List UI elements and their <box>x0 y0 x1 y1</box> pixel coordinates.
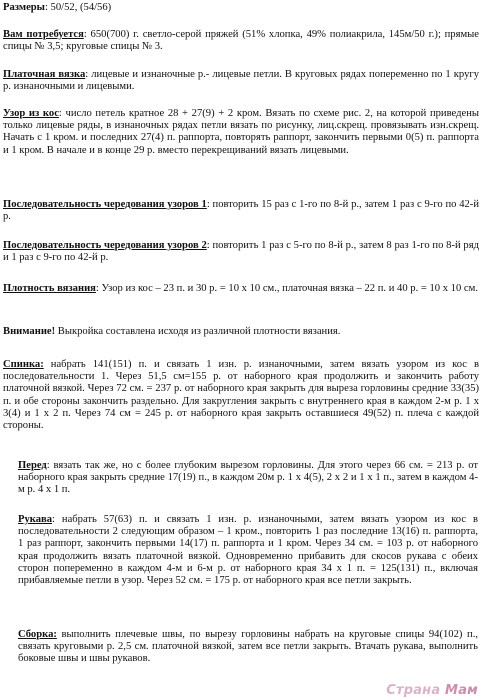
sleeves-label: Рукава <box>18 514 53 525</box>
sequence-2-paragraph <box>3 240 479 264</box>
braid-pattern-paragraph <box>3 108 479 157</box>
sleeves-paragraph <box>18 514 478 587</box>
note-label: Внимание! <box>3 326 56 337</box>
assembly-paragraph <box>18 629 478 666</box>
sequence-1-label: Последовательность чередования узоров 1 <box>3 199 207 210</box>
assembly-text: выполнить плечевые швы, по вырезу горловины набрать на круговые спицы 94(102) п., связать круговыми р. 2,5 см. платочной вязкой, затем все петли закрыть. Втачать рукава, выполнить боковые швы и швы рукавов. <box>18 629 478 665</box>
density-label: Плотность вязания <box>3 283 96 294</box>
back-paragraph <box>3 359 479 432</box>
scarf-stitch-text: : лицевые и изнаночные р.- лицевые петли. В круговых рядах попеременно по 1 кругу р. изнаночными и лицевыми. <box>3 69 480 93</box>
front-paragraph <box>18 460 478 497</box>
braid-pattern-label: Узор из кос <box>3 108 59 119</box>
sequence-1-text: : повторить 15 раз с 1-го по 8-й р., затем 1 раз с 9-го по 42-й р. <box>3 199 479 223</box>
sizes-paragraph <box>3 2 479 14</box>
density-text: : Узор из кос – 23 п. и 30 р. = 10 х 10 см., платочная вязка – 22 п. и 40 р. = 10 х 10 см. <box>95 283 478 294</box>
density-paragraph <box>3 283 479 295</box>
site-watermark-logo: Страна Мам <box>386 682 478 698</box>
note-text: Выкройка составлена исходя из различной плотности вязания. <box>55 326 341 337</box>
yarn-text: : 650(700) г. светло-серой пряжей (51% хлопка, 49% полиакрила, 145м/50 г.); прямые спицы № 3,5; круговые спицы № 3. <box>3 29 480 53</box>
front-label: Перед <box>18 460 47 471</box>
assembly-label: Сборка: <box>18 629 57 640</box>
sequence-1-paragraph <box>3 199 479 223</box>
sequence-2-label: Последовательность чередования узоров 2 <box>3 240 207 251</box>
scarf-stitch-label: Платочная вязка <box>3 69 86 80</box>
sizes-label: Размеры <box>3 2 45 13</box>
note-paragraph <box>3 326 479 338</box>
braid-pattern-text: : число петель кратное 28 + 27(9) + 2 кром. Вязать по схеме рис. 2, на которой приведены только лицевые ряды, в изнаночных рядах петли вязать по рисунку, лиц.скрещ. провязывать изн.скрещ. Начать с 1 кром. и последних 27(4) п. раппорта, повторять раппорт, закончить первыми 0(5) п. раппорта и 1 кром. В начале и в конце 29 р. вместо перекрещиваний вязать лицевыми. <box>3 108 479 156</box>
yarn-label: Вам потребуется <box>3 29 84 40</box>
front-text: : вязать так же, но с более глубоким вырезом горловины. Для этого через 66 см. = 213 р. от наборного края закрыть средние 17(19) п., в каждом 20м р. 1 х 4(5), 2 х 2 и 1 х 1 п., затем в каждом 4-м р. 4 х 1 п. <box>18 460 478 496</box>
sizes-text: : 50/52, (54/56) <box>44 2 112 13</box>
sequence-2-text: : повторить 1 раз с 5-го по 8-й р., затем 8 раз 1-го по 8-й ряд и 1 раз с 9-го по 42-й р. <box>3 240 479 264</box>
back-text: набрать 141(151) п. и связать 1 изн. р. изнаночными, затем вязать узором из кос в последовательности 1. Через 51,5 см=155 р. от наборного края продолжить и закончить работу платочной вязкой. Через 72 см. = 237 р. от наборного края закрыть для выреза горловины средние 33(35) п. и обе стороны закончить раздельно. Для закругления закрыть с внутреннего края в каждом 2-м р. 1 х 3(4) и 1 х 2 п. Через 74 см = 245 р. от наборного края закрыть оставшиеся 49(52) п. плеча с каждой стороны. <box>3 359 479 432</box>
sleeves-text: : набрать 57(63) п. и связать 1 изн. р. изнаночными, затем вязать узором из кос в последовательности 2 следующим образом – 1 кром., повторить 1 раз последние 13(16) п. раппорта, 1 раз раппорт, закончить первыми 14(17) п. раппорта и 1 кром. Через 34 см. = 103 р. от наборного края продолжить вязать платочной вязкой. Одновременно прибавить для скосов рукава с обеих сторон попеременно в каждом 4-м и 6-м р. от наборного края 34 х 1 п. = 125(131) п., включая прибавляемые петли в узор. Через 52 см. = 175 р. от наборного края все петли закрыть. <box>18 514 478 587</box>
scarf-stitch-paragraph <box>3 69 479 93</box>
back-label: Спинка: <box>3 359 44 370</box>
yarn-paragraph <box>3 29 479 53</box>
